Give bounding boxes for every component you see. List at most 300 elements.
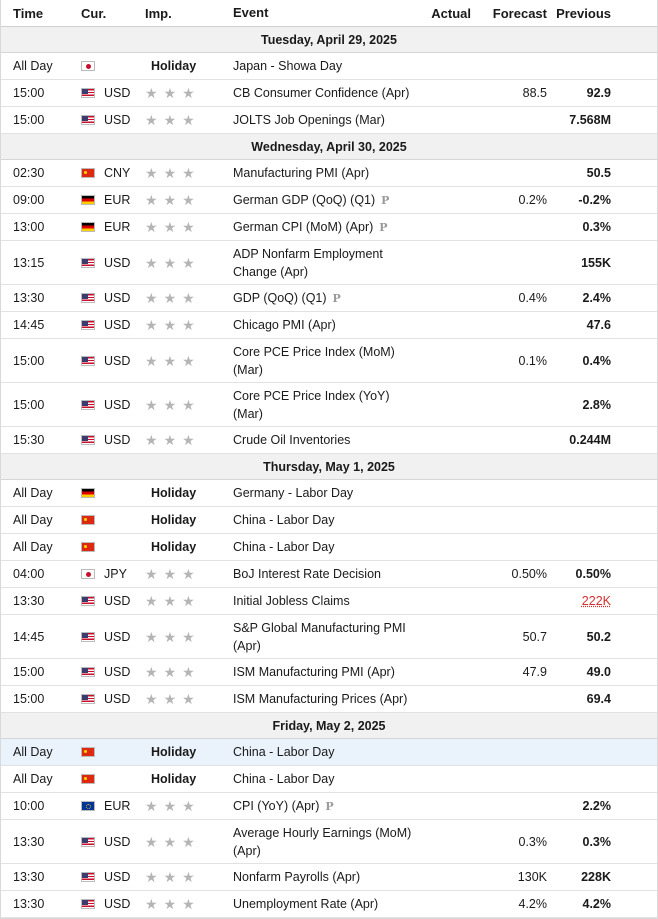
event-title[interactable]: ISM Manufacturing PMI (Apr) (233, 665, 395, 679)
event-row[interactable] (1, 285, 657, 312)
event-name[interactable] (227, 84, 415, 102)
star-icon: ★ (182, 254, 195, 271)
event-title[interactable]: BoJ Interest Rate Decision (233, 567, 381, 581)
event-name[interactable] (227, 770, 415, 788)
star-icon: ★ (163, 664, 177, 680)
previous-value: 50.2 (586, 629, 611, 644)
star-icon: ★ (145, 219, 158, 235)
event-forecast: 0.2% (518, 193, 547, 207)
event-currency (73, 166, 139, 180)
event-currency (73, 398, 139, 412)
event-importance (139, 256, 227, 270)
importance-stars (145, 594, 195, 608)
event-time: 15:00 (13, 113, 45, 127)
event-title[interactable]: CB Consumer Confidence (Apr) (233, 86, 410, 100)
eu-flag-icon (81, 801, 95, 811)
star-icon: ★ (182, 352, 195, 369)
star-icon: ★ (145, 664, 158, 680)
currency-code: USD (104, 397, 131, 412)
star-icon: ★ (145, 192, 158, 208)
event-forecast: 130K (517, 870, 547, 884)
event-forecast: 47.9 (522, 665, 547, 679)
star-icon: ★ (182, 628, 195, 645)
us-flag-icon (81, 667, 95, 677)
star-icon: ★ (182, 396, 195, 413)
holiday-label: Holiday (151, 486, 197, 500)
event-name[interactable] (227, 592, 415, 610)
previous-value: 0.3% (582, 220, 611, 234)
event-name[interactable] (227, 316, 415, 334)
star-icon: ★ (182, 219, 195, 235)
event-importance (139, 513, 227, 527)
event-title[interactable]: Core PCE Price Index (YoY) (Mar) (233, 388, 390, 421)
star-icon: ★ (145, 432, 158, 448)
event-row[interactable] (1, 659, 657, 686)
importance-stars (145, 870, 195, 884)
day-header: Wednesday, April 30, 2025 (1, 134, 657, 160)
event-previous (551, 433, 651, 447)
header-importance[interactable]: Imp. (145, 5, 172, 21)
star-icon: ★ (182, 85, 195, 101)
star-icon: ★ (145, 396, 158, 413)
event-title[interactable]: German GDP (QoQ) (Q1) (233, 192, 376, 207)
preliminary-icon: P (381, 193, 390, 207)
event-time: All Day (13, 745, 53, 759)
event-title[interactable]: China - Labor Day (233, 513, 335, 527)
event-previous (551, 870, 651, 884)
event-row[interactable] (1, 891, 657, 918)
event-time: 13:30 (13, 291, 45, 305)
event-title[interactable]: ADP Nonfarm Employment Change (Apr) (233, 246, 383, 279)
star-icon: ★ (182, 798, 195, 814)
event-row[interactable] (1, 107, 657, 134)
star-icon: ★ (145, 896, 158, 912)
event-currency (73, 897, 139, 911)
event-time: 15:30 (13, 433, 45, 447)
event-time: 09:00 (13, 193, 45, 207)
event-name[interactable] (227, 511, 415, 529)
event-row[interactable] (1, 214, 657, 241)
event-importance (139, 745, 227, 759)
event-time: 10:00 (13, 799, 45, 813)
star-icon: ★ (163, 112, 177, 128)
event-currency (73, 193, 139, 207)
star-icon: ★ (182, 869, 195, 885)
event-importance (139, 897, 227, 911)
event-row[interactable] (1, 766, 657, 793)
de-flag-icon (81, 488, 95, 498)
event-currency (73, 774, 139, 784)
event-row[interactable] (1, 686, 657, 713)
currency-code: USD (104, 834, 131, 849)
event-name[interactable] (227, 343, 415, 379)
importance-stars (145, 220, 195, 234)
event-currency (73, 515, 139, 525)
event-name[interactable] (227, 431, 415, 449)
star-icon: ★ (145, 869, 158, 885)
event-time: All Day (13, 59, 53, 73)
event-previous (551, 291, 651, 305)
event-title[interactable]: Germany - Labor Day (233, 486, 354, 500)
event-previous (551, 256, 651, 270)
currency-code: USD (104, 86, 131, 100)
star-icon: ★ (163, 691, 177, 707)
header-currency[interactable]: Cur. (81, 5, 107, 21)
currency-code: USD (104, 594, 131, 608)
previous-value: 4.2% (582, 897, 611, 911)
cn-flag-icon (81, 168, 95, 178)
event-title[interactable]: ISM Manufacturing Prices (Apr) (233, 692, 408, 706)
importance-stars (145, 433, 195, 447)
header-actual[interactable]: Actual (431, 5, 471, 21)
event-name[interactable] (227, 245, 415, 281)
day-header: Friday, May 2, 2025 (1, 713, 657, 739)
previous-value[interactable]: 222K (581, 594, 611, 608)
event-row[interactable] (1, 561, 657, 588)
event-time: 15:00 (13, 397, 45, 412)
star-icon: ★ (145, 833, 158, 850)
cn-flag-icon (81, 542, 95, 552)
currency-code: EUR (104, 193, 131, 207)
preliminary-icon: P (379, 220, 388, 234)
event-title[interactable]: Japan - Showa Day (233, 59, 343, 73)
importance-stars (145, 113, 195, 127)
event-importance (139, 567, 227, 581)
event-importance (139, 59, 227, 73)
currency-code: CNY (104, 166, 131, 180)
event-row[interactable] (1, 53, 657, 80)
day-header: Tuesday, April 29, 2025 (1, 27, 657, 53)
event-title[interactable]: China - Labor Day (233, 772, 335, 786)
event-time: All Day (13, 772, 53, 786)
event-name[interactable] (227, 191, 415, 210)
star-icon: ★ (182, 165, 195, 181)
de-flag-icon (81, 222, 95, 232)
event-title[interactable]: Manufacturing PMI (Apr) (233, 166, 370, 180)
event-row[interactable] (1, 588, 657, 615)
event-title[interactable]: JOLTS Job Openings (Mar) (233, 113, 385, 127)
star-icon: ★ (182, 566, 195, 582)
previous-value: 2.8% (582, 397, 611, 412)
previous-value: 2.2% (582, 799, 611, 813)
star-icon: ★ (163, 317, 177, 333)
event-row[interactable] (1, 793, 657, 820)
event-previous (551, 630, 651, 644)
event-name[interactable] (227, 538, 415, 556)
us-flag-icon (81, 293, 95, 303)
star-icon: ★ (163, 593, 177, 609)
event-currency (73, 692, 139, 706)
event-row[interactable] (1, 160, 657, 187)
event-currency (73, 113, 139, 127)
event-time: 15:00 (13, 86, 45, 100)
event-title[interactable]: Core PCE Price Index (MoM) (Mar) (233, 344, 395, 377)
event-time: 13:30 (13, 897, 45, 911)
table-body (1, 27, 657, 918)
star-icon: ★ (163, 352, 177, 369)
event-name[interactable] (227, 484, 415, 502)
importance-stars (145, 318, 195, 332)
event-currency (73, 291, 139, 305)
event-title[interactable]: Crude Oil Inventories (233, 433, 351, 447)
event-title[interactable]: Chicago PMI (Apr) (233, 318, 336, 332)
us-flag-icon (81, 320, 95, 330)
us-flag-icon (81, 400, 95, 410)
event-forecast: 0.1% (518, 353, 547, 368)
event-title[interactable]: Initial Jobless Claims (233, 594, 350, 608)
event-title[interactable]: Average Hourly Earnings (MoM) (Apr) (233, 825, 412, 858)
star-icon: ★ (145, 352, 158, 369)
event-row[interactable] (1, 241, 657, 285)
holiday-label: Holiday (151, 59, 197, 73)
event-row[interactable] (1, 615, 657, 659)
cn-flag-icon (81, 747, 95, 757)
currency-code: EUR (104, 799, 131, 813)
event-importance (139, 594, 227, 608)
event-importance (139, 193, 227, 207)
event-currency (73, 354, 139, 368)
event-currency (73, 835, 139, 849)
event-time: 02:30 (13, 166, 45, 180)
us-flag-icon (81, 596, 95, 606)
star-icon: ★ (182, 896, 195, 912)
previous-value: 49.0 (586, 665, 611, 679)
star-icon: ★ (163, 896, 177, 912)
star-icon: ★ (182, 593, 195, 609)
previous-value: 7.568M (569, 113, 611, 127)
event-previous (551, 354, 651, 368)
event-forecast: 50.7 (522, 629, 547, 644)
event-name[interactable] (227, 895, 415, 913)
event-importance (139, 835, 227, 849)
importance-stars (145, 354, 195, 368)
importance-stars (145, 193, 195, 207)
event-title[interactable]: German CPI (MoM) (Apr) (233, 219, 374, 234)
event-time: 14:45 (13, 318, 45, 332)
event-title[interactable]: Unemployment Rate (Apr) (233, 897, 379, 911)
event-previous (551, 665, 651, 679)
currency-code: USD (104, 255, 131, 270)
header-forecast[interactable]: Forecast (492, 5, 547, 21)
event-row[interactable] (1, 383, 657, 427)
event-forecast: 0.3% (518, 834, 547, 849)
event-row[interactable] (1, 480, 657, 507)
event-name[interactable] (227, 111, 415, 129)
currency-code: USD (104, 692, 131, 706)
event-name[interactable] (227, 565, 415, 583)
importance-stars (145, 630, 195, 644)
event-currency (73, 86, 139, 100)
event-currency (73, 747, 139, 757)
event-currency (73, 870, 139, 884)
importance-stars (145, 567, 195, 581)
event-row[interactable] (1, 534, 657, 561)
star-icon: ★ (163, 566, 177, 582)
star-icon: ★ (182, 192, 195, 208)
event-forecast: 4.2% (518, 897, 547, 911)
importance-stars (145, 692, 195, 706)
event-time: 15:00 (13, 353, 45, 368)
event-previous (551, 113, 651, 127)
holiday-label: Holiday (151, 745, 197, 759)
star-icon: ★ (163, 396, 177, 413)
event-previous (551, 166, 651, 180)
star-icon: ★ (145, 798, 158, 814)
importance-stars (145, 256, 195, 270)
event-title[interactable]: China - Labor Day (233, 745, 335, 759)
event-row[interactable] (1, 427, 657, 454)
currency-code: EUR (104, 220, 131, 234)
event-currency (73, 220, 139, 234)
currency-code: USD (104, 870, 131, 884)
us-flag-icon (81, 435, 95, 445)
star-icon: ★ (182, 833, 195, 850)
importance-stars (145, 166, 195, 180)
star-icon: ★ (145, 593, 158, 609)
event-importance (139, 398, 227, 412)
event-row[interactable] (1, 739, 657, 766)
holiday-label: Holiday (151, 540, 197, 554)
event-importance (139, 86, 227, 100)
event-previous (551, 835, 651, 849)
event-importance (139, 772, 227, 786)
event-name[interactable] (227, 57, 415, 75)
previous-value: 0.244M (569, 433, 611, 447)
star-icon: ★ (163, 165, 177, 181)
event-row[interactable] (1, 312, 657, 339)
event-forecast: 0.4% (518, 291, 547, 305)
event-forecast: 88.5 (522, 86, 547, 100)
event-importance (139, 113, 227, 127)
event-time: 13:30 (13, 870, 45, 884)
event-previous (551, 692, 651, 706)
us-flag-icon (81, 356, 95, 366)
star-icon: ★ (163, 254, 177, 271)
importance-stars (145, 291, 195, 305)
header-event[interactable]: Event (233, 5, 269, 20)
event-currency (73, 61, 139, 71)
event-row[interactable] (1, 820, 657, 864)
event-name[interactable] (227, 164, 415, 182)
event-row[interactable] (1, 864, 657, 891)
event-name[interactable] (227, 387, 415, 423)
event-previous (551, 398, 651, 412)
star-icon: ★ (163, 798, 177, 814)
holiday-label: Holiday (151, 513, 197, 527)
event-title[interactable]: CPI (YoY) (Apr) (233, 798, 320, 813)
previous-value: 92.9 (586, 86, 611, 100)
us-flag-icon (81, 632, 95, 642)
currency-code: USD (104, 433, 131, 447)
event-importance (139, 166, 227, 180)
event-importance (139, 799, 227, 813)
event-previous (551, 193, 651, 207)
us-flag-icon (81, 694, 95, 704)
event-previous (551, 567, 651, 581)
event-currency (73, 256, 139, 270)
event-name[interactable] (227, 619, 415, 655)
currency-code: USD (104, 897, 131, 911)
preliminary-icon: P (325, 799, 334, 813)
event-row[interactable] (1, 507, 657, 534)
event-name[interactable] (227, 743, 415, 761)
cn-flag-icon (81, 515, 95, 525)
previous-value: 0.3% (582, 834, 611, 849)
event-currency (73, 318, 139, 332)
event-importance (139, 665, 227, 679)
cn-flag-icon (81, 774, 95, 784)
importance-stars (145, 665, 195, 679)
event-row[interactable] (1, 80, 657, 107)
previous-value: 0.50% (575, 567, 611, 581)
star-icon: ★ (145, 317, 158, 333)
event-name[interactable] (227, 868, 415, 886)
us-flag-icon (81, 837, 95, 847)
us-flag-icon (81, 872, 95, 882)
event-title[interactable]: GDP (QoQ) (Q1) (233, 290, 327, 305)
table-header (1, 0, 657, 27)
event-row[interactable] (1, 187, 657, 214)
star-icon: ★ (163, 628, 177, 645)
event-currency (73, 567, 139, 581)
us-flag-icon (81, 88, 95, 98)
event-time: 13:15 (13, 255, 45, 270)
event-title[interactable]: China - Labor Day (233, 540, 335, 554)
event-currency (73, 594, 139, 608)
event-name[interactable] (227, 218, 415, 237)
header-time[interactable]: Time (13, 5, 44, 21)
event-previous (551, 86, 651, 100)
star-icon: ★ (145, 85, 158, 101)
event-name[interactable] (227, 690, 415, 708)
star-icon: ★ (145, 165, 158, 181)
event-title[interactable]: Nonfarm Payrolls (Apr) (233, 870, 361, 884)
event-name[interactable] (227, 289, 415, 308)
star-icon: ★ (145, 254, 158, 271)
event-name[interactable] (227, 797, 415, 816)
event-row[interactable] (1, 339, 657, 383)
star-icon: ★ (163, 869, 177, 885)
star-icon: ★ (182, 317, 195, 333)
importance-stars (145, 897, 195, 911)
previous-value: 50.5 (586, 166, 611, 180)
event-previous (551, 220, 651, 234)
star-icon: ★ (145, 691, 158, 707)
event-name[interactable] (227, 663, 415, 681)
event-importance (139, 692, 227, 706)
importance-stars (145, 398, 195, 412)
previous-value: 47.6 (586, 318, 611, 332)
previous-value: 228K (581, 870, 611, 884)
event-importance (139, 354, 227, 368)
event-time: 13:30 (13, 594, 45, 608)
currency-code: USD (104, 353, 131, 368)
star-icon: ★ (182, 432, 195, 448)
event-time: 13:00 (13, 220, 45, 234)
event-title[interactable]: S&P Global Manufacturing PMI (Apr) (233, 620, 406, 653)
event-previous (551, 897, 651, 911)
star-icon: ★ (145, 566, 158, 582)
currency-code: USD (104, 665, 131, 679)
jp-flag-icon (81, 569, 95, 579)
event-name[interactable] (227, 824, 415, 860)
us-flag-icon (81, 115, 95, 125)
event-forecast: 0.50% (511, 567, 547, 581)
star-icon: ★ (163, 833, 177, 850)
header-previous[interactable]: Previous (556, 5, 611, 21)
previous-value: 155K (581, 255, 611, 270)
event-time: All Day (13, 486, 53, 500)
